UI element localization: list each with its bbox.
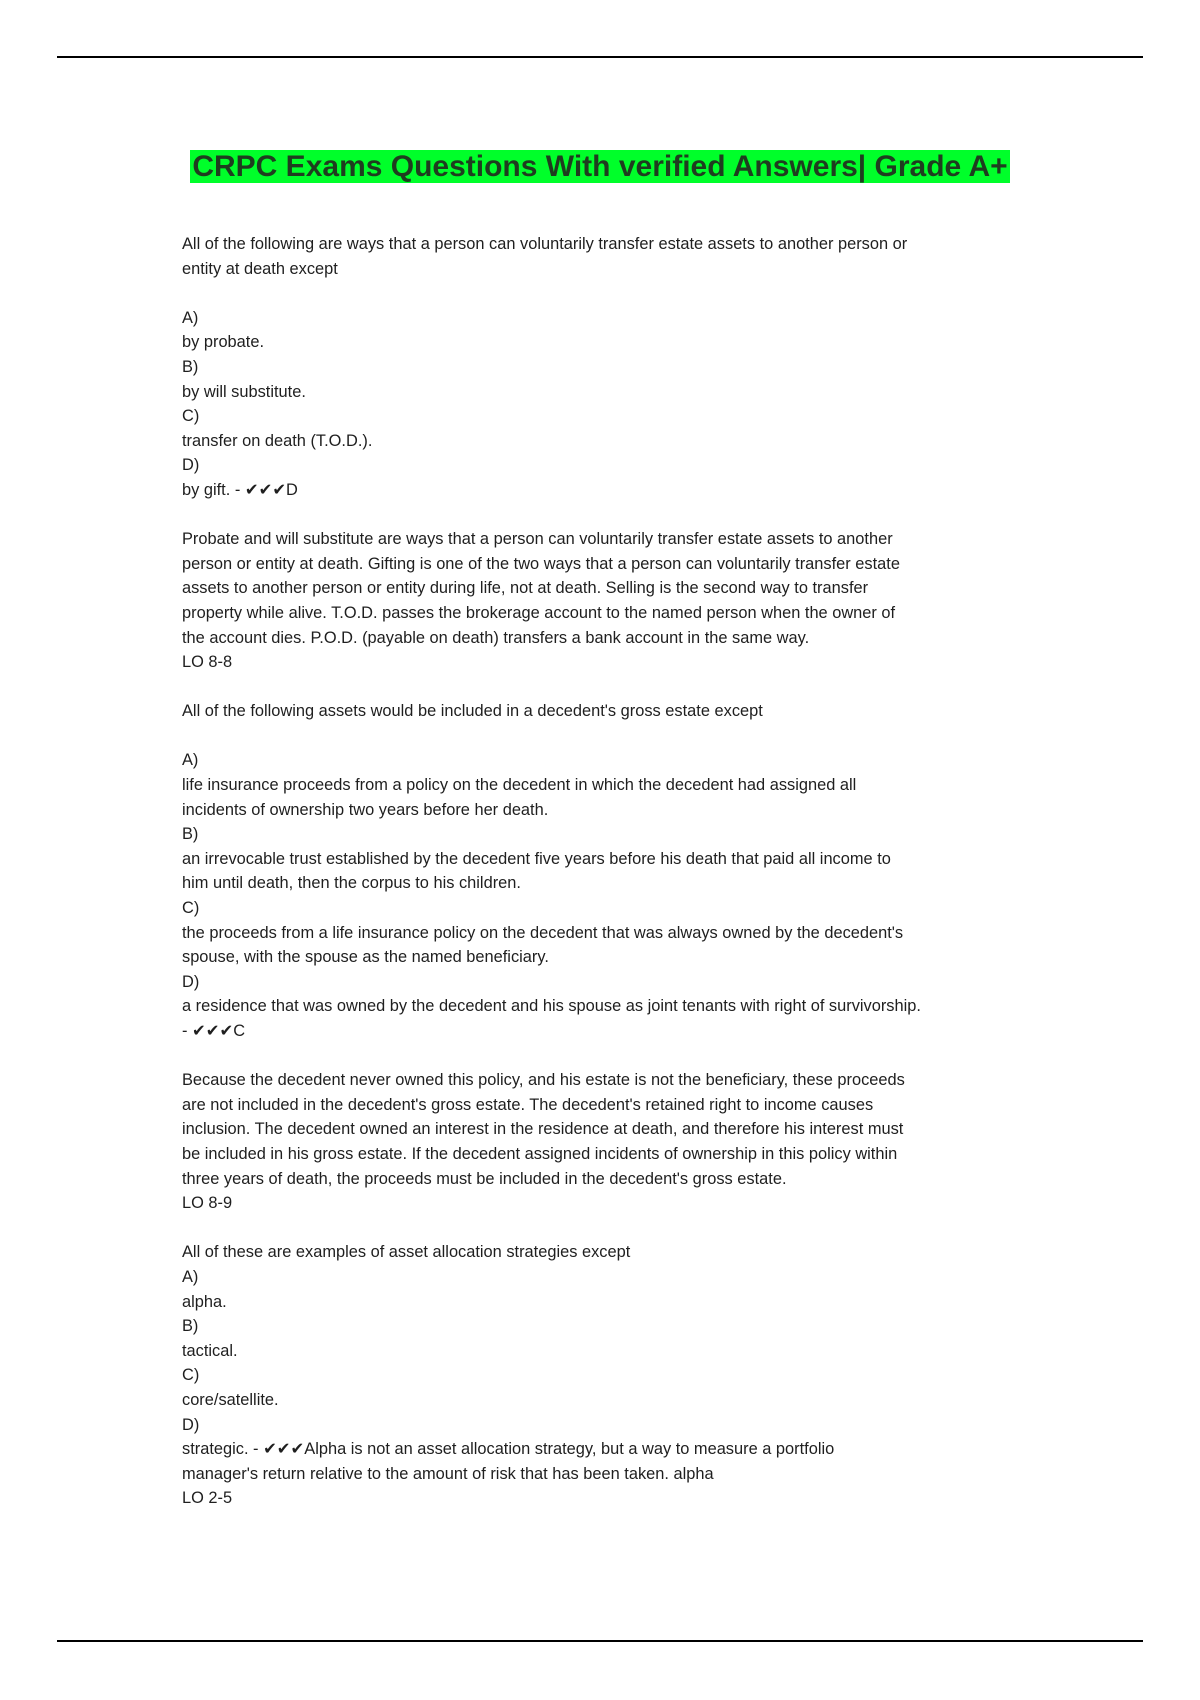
option-text: life insurance proceeds from a policy on the decedent in which the decedent had assigned all bbox=[182, 776, 857, 795]
question-1-stem-line: entity at death except bbox=[182, 259, 338, 278]
option-text: him until death, then the corpus to his children. bbox=[182, 874, 521, 893]
option-label: C) bbox=[182, 899, 200, 918]
spacer bbox=[182, 1216, 1038, 1241]
option-label: C) bbox=[182, 407, 200, 426]
document-title bbox=[120, 146, 1080, 188]
option-label: B) bbox=[182, 357, 199, 376]
option-label: D) bbox=[182, 1415, 200, 1434]
option-label: A) bbox=[182, 308, 199, 327]
option-label: B) bbox=[182, 825, 199, 844]
option-label: A) bbox=[182, 751, 199, 770]
learning-objective: LO 8-9 bbox=[182, 1194, 233, 1213]
explanation-line: assets to another person or entity during life, not at death. Selling is the second way to transfer bbox=[182, 579, 869, 598]
option-label: C) bbox=[182, 1366, 200, 1385]
option-text: by will substitute. bbox=[182, 382, 306, 401]
explanation-line: Because the decedent never owned this policy, and his estate is not the beneficiary, these proceeds bbox=[182, 1071, 905, 1090]
explanation-line: person or entity at death. Gifting is one of the two ways that a person can voluntarily transfer estate bbox=[182, 554, 900, 573]
option-text: alpha. bbox=[182, 1292, 227, 1311]
option-text: an irrevocable trust established by the decedent five years before his death that paid all income to bbox=[182, 849, 891, 868]
spacer bbox=[182, 675, 1038, 700]
option-text: incidents of ownership two years before her death. bbox=[182, 800, 549, 819]
option-text: manager's return relative to the amount of risk that has been taken. alpha bbox=[182, 1464, 714, 1483]
option-label: A) bbox=[182, 1267, 199, 1286]
question-1-stem-line: All of the following are ways that a person can voluntarily transfer estate assets to another person or bbox=[182, 235, 908, 253]
top-rule bbox=[57, 56, 1143, 58]
spacer bbox=[182, 1044, 1038, 1069]
option-label: D) bbox=[182, 972, 200, 991]
option-text: spouse, with the spouse as the named beneficiary. bbox=[182, 948, 549, 967]
bottom-rule bbox=[57, 1640, 1143, 1642]
question-3-stem-line: All of these are examples of asset allocation strategies except bbox=[182, 1243, 631, 1262]
option-text: by probate. bbox=[182, 333, 265, 352]
explanation-line: property while alive. T.O.D. passes the brokerage account to the named person when the owner of bbox=[182, 603, 896, 622]
option-text-answer: strategic. - ✔✔✔Alpha is not an asset allocation strategy, but a way to measure a portfolio bbox=[182, 1440, 835, 1459]
document-body bbox=[182, 232, 1038, 1511]
option-text-answer: by gift. - ✔✔✔D bbox=[182, 480, 298, 499]
question-2 bbox=[182, 699, 1038, 1215]
explanation-line: inclusion. The decedent owned an interest in the residence at death, and therefore his interest must bbox=[182, 1120, 904, 1139]
explanation-line: are not included in the decedent's gross estate. The decedent's retained right to income causes bbox=[182, 1095, 874, 1114]
option-text: tactical. bbox=[182, 1341, 238, 1360]
question-1 bbox=[182, 232, 1038, 675]
spacer bbox=[182, 724, 1038, 749]
title-highlight: CRPC Exams Questions With verified Answers| Grade A+ bbox=[192, 150, 1008, 183]
explanation-line: be included in his gross estate. If the decedent assigned incidents of ownership in this policy within bbox=[182, 1144, 898, 1163]
explanation-line: the account dies. P.O.D. (payable on death) transfers a bank account in the same way. bbox=[182, 628, 810, 647]
option-text: a residence that was owned by the decedent and his spouse as joint tenants with right of survivorship. bbox=[182, 997, 921, 1016]
option-text-answer: - ✔✔✔C bbox=[182, 1022, 246, 1040]
spacer bbox=[182, 503, 1038, 528]
question-3 bbox=[182, 1240, 1038, 1511]
option-text: transfer on death (T.O.D.). bbox=[182, 431, 373, 450]
question-2-stem-line: All of the following assets would be included in a decedent's gross estate except bbox=[182, 702, 763, 721]
option-label: D) bbox=[182, 456, 200, 475]
option-text: core/satellite. bbox=[182, 1390, 279, 1409]
option-text: the proceeds from a life insurance policy on the decedent that was always owned by the decedent's bbox=[182, 923, 904, 942]
option-label: B) bbox=[182, 1317, 199, 1336]
explanation-line: Probate and will substitute are ways that a person can voluntarily transfer estate assets to another bbox=[182, 530, 893, 549]
explanation-line: three years of death, the proceeds must be included in the decedent's gross estate. bbox=[182, 1169, 787, 1188]
learning-objective: LO 2-5 bbox=[182, 1489, 233, 1508]
learning-objective: LO 8-8 bbox=[182, 653, 233, 672]
spacer bbox=[182, 281, 1038, 306]
